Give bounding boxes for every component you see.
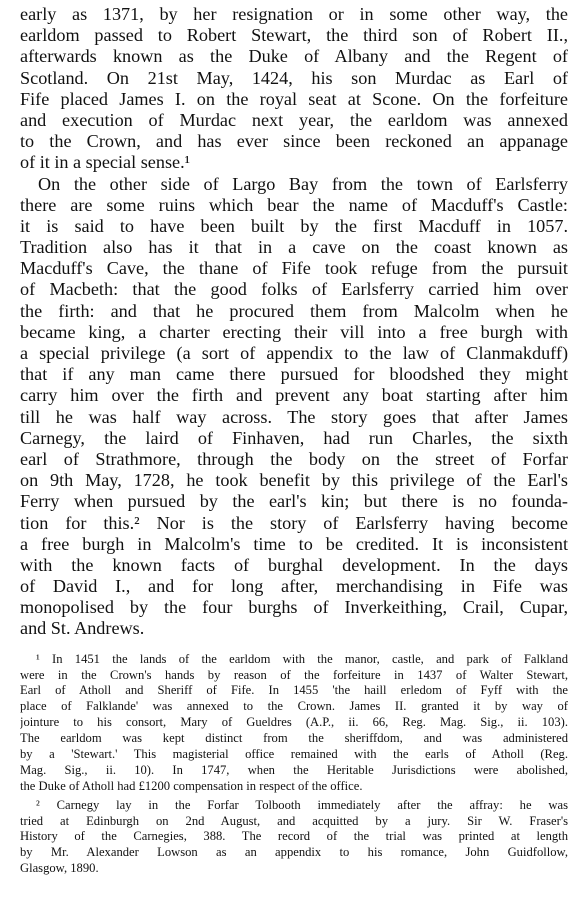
body-line: Fife placed James I. on the royal seat at Scone. On the forfeiture <box>20 88 568 109</box>
body-line: earl of Strathmore, through the body on the street of Forfar <box>20 448 568 469</box>
footnote-line: Mag. Sig., ii. 10). In 1747, when the Heritable Jurisdictions were abolished, <box>20 762 568 777</box>
footnote-line: by Mr. Alexander Lowson as an appendix to his romance, John Guidfollow, <box>20 845 568 860</box>
footnote-line: Earl of Atholl and Sheriff of Fife. In 1455 'the haill erledom of Fyff with the <box>20 683 568 698</box>
body-line: earldom passed to Robert Stewart, the third son of Robert II., <box>20 25 568 46</box>
footnote-line: were in the Crown's hands by reason of the forfeiture in 1437 of Walter Stewart, <box>20 667 568 682</box>
body-line: tion for this.² Nor is the story of Earlsferry having become <box>20 512 568 533</box>
footnote-line: the Duke of Atholl had £1200 compensation in respect of the office. <box>20 778 363 793</box>
body-line: on 9th May, 1728, he took benefit by this privilege of the Earl's <box>20 470 568 491</box>
body-line: became king, a charter erecting their vill into a free burgh with <box>20 321 568 342</box>
body-line: till he was half way across. The story goes that after James <box>20 406 568 427</box>
body-line: to the Crown, and has ever since been reckoned an appanage <box>20 131 568 152</box>
main-text <box>20 4 568 640</box>
footnote-line: The earldom was kept distinct from the sheriffdom, and was administered <box>20 731 568 746</box>
body-line: a free burgh in Malcolm's time to be credited. It is inconsistent <box>20 533 568 554</box>
body-line: and execution of Murdac next year, the earldom was annexed <box>20 109 568 130</box>
body-line: a special privilege (a sort of appendix to the law of Clanmakduff) <box>20 343 568 363</box>
body-line: the firth: and that he procured them from Malcolm when he <box>20 300 568 321</box>
body-line: of it in a special sense.¹ <box>20 152 191 173</box>
footnote-line: place of Falklande' was annexed to the Crown. James II. granted it by way of <box>20 699 568 714</box>
body-line: it is said to have been built by the first Macduff in 1057. <box>20 215 568 236</box>
body-line: Tradition also has it that in a cave on the coast known as <box>20 237 568 258</box>
footnotes <box>20 652 568 877</box>
body-line: early as 1371, by her resignation or in some other way, the <box>20 4 568 24</box>
body-line: On the other side of Largo Bay from the town of Earlsferry <box>38 173 568 194</box>
footnote-line: ² Carnegy lay in the Forfar Tolbooth immediately after the affray: he was <box>36 797 568 812</box>
footnote-line: Glasgow, 1890. <box>20 861 99 876</box>
body-line: carry him over the firth and prevent any boat starting after him <box>20 385 568 406</box>
body-line: of David I., and for long after, merchandising in Fife was <box>20 576 568 597</box>
body-line: of Macbeth: that the good folks of Earlsferry carried him over <box>20 279 568 300</box>
body-line: Scotland. On 21st May, 1424, his son Murdac as Earl of <box>20 67 568 88</box>
footnote-line: ¹ In 1451 the lands of the earldom with the manor, castle, and park of Falkland <box>36 651 568 666</box>
footnote-2 <box>20 798 568 877</box>
footnote-line: tried at Edinburgh on 2nd August, and acquitted by a jury. Sir W. Fraser's <box>20 813 568 828</box>
footnote-1 <box>20 652 568 795</box>
body-line: afterwards known as the Duke of Albany and the Regent of <box>20 46 568 67</box>
body-line: monopolised by the four burghs of Inverkeithing, Crail, Cupar, <box>20 597 568 618</box>
footnote-line: by a 'Stewart.' This magisterial office remained with the earls of Atholl (Reg. <box>20 746 568 761</box>
body-line: and St. Andrews. <box>20 618 145 639</box>
body-line: there are some ruins which bear the name of Macduff's Castle: <box>20 194 568 215</box>
footnote-line: History of the Carnegies, 388. The record of the trial was printed at length <box>20 829 568 844</box>
body-line: with the known facts of burghal development. In the days <box>20 554 568 575</box>
body-line: Carnegy, the laird of Finhaven, had run Charles, the sixth <box>20 427 568 448</box>
body-line: that if any man came there pursued for bloodshed they might <box>20 364 568 385</box>
footnote-line: jointure to his consort, Mary of Gueldres (A.P., ii. 66, Reg. Mag. Sig., ii. 103). <box>20 715 568 730</box>
body-line: Ferry when pursued by the earl's kin; but there is no founda- <box>20 491 568 512</box>
body-line: Macduff's Cave, the thane of Fife took refuge from the pursuit <box>20 258 568 279</box>
page <box>20 4 568 877</box>
